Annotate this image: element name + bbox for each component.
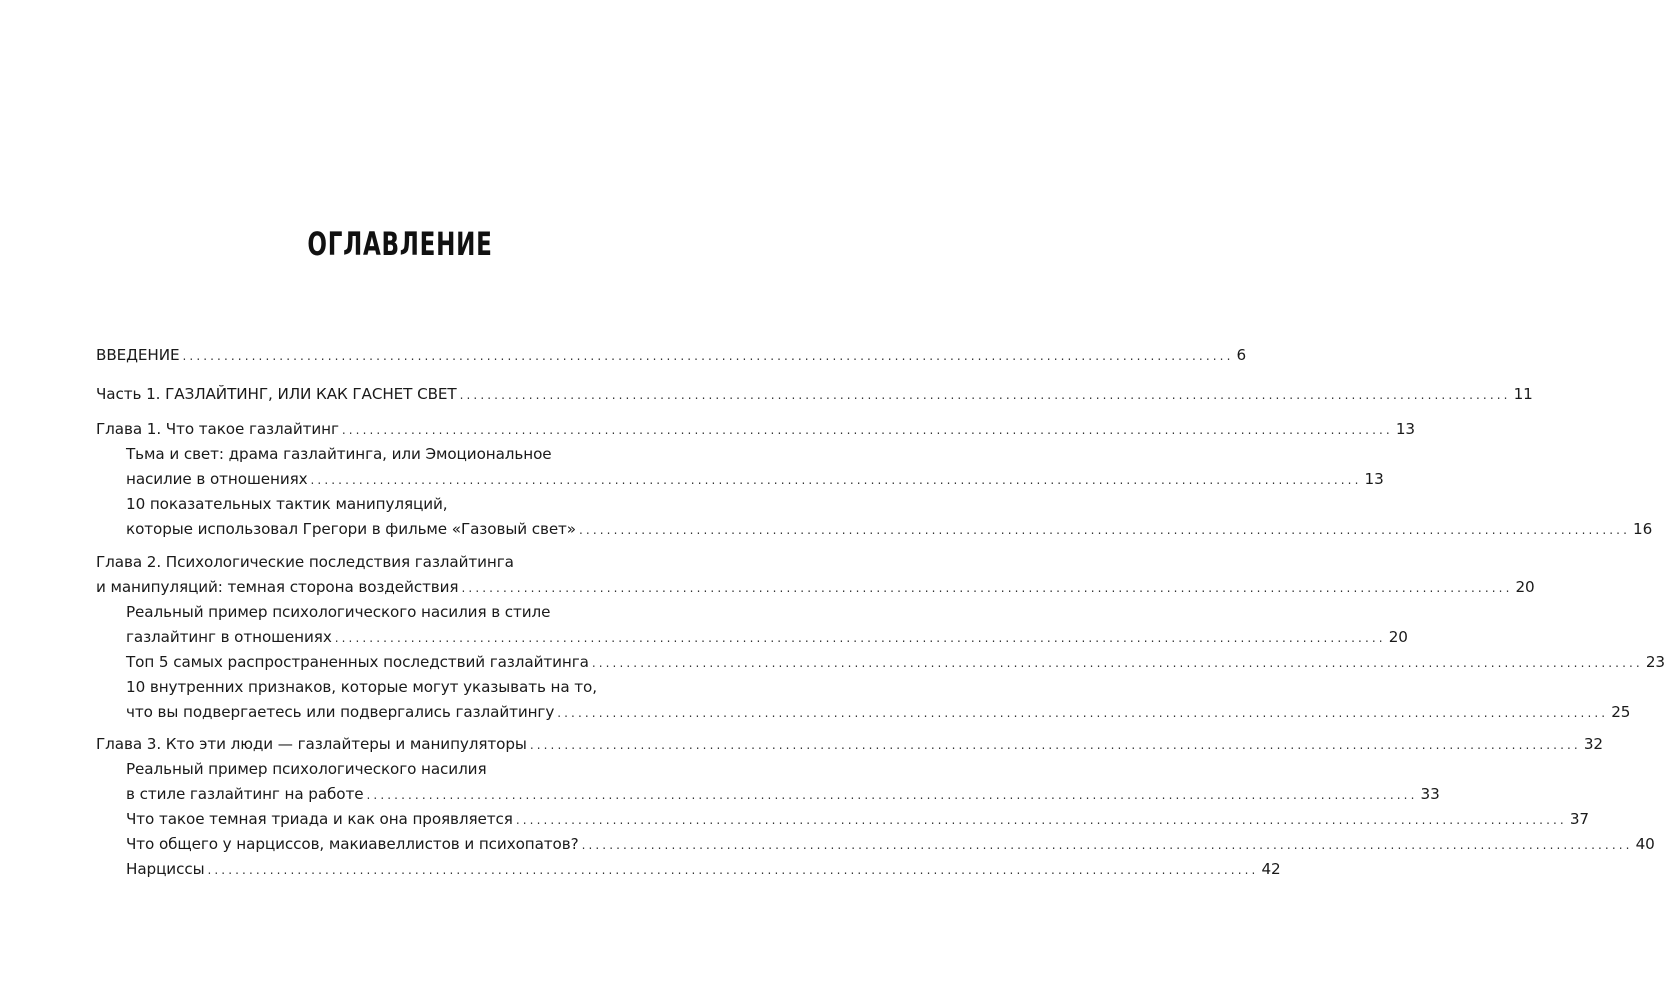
toc-entry-title-line: насилие в отношениях — [126, 470, 308, 488]
dot-leader: ........................................................................................................................................................ — [459, 388, 1511, 402]
toc-page-number: 40 — [1635, 835, 1655, 853]
toc-page-number: 20 — [1515, 578, 1535, 596]
dot-leader: ........................................................................................................................................................ — [581, 838, 1633, 852]
dot-leader: ........................................................................................................................................................ — [591, 656, 1643, 670]
dot-leader: ........................................................................................................................................................ — [461, 581, 1513, 595]
toc-entry-title-line: в стиле газлайтинг на работе — [126, 785, 364, 803]
toc-entry-section[interactable] — [96, 832, 1655, 857]
toc-page-number: 25 — [1611, 703, 1631, 721]
toc-page-number: 16 — [1633, 520, 1653, 538]
toc-entry-title: Часть 1. ГАЗЛАЙТИНГ, ИЛИ КАК ГАСНЕТ СВЕТ — [96, 385, 457, 403]
toc-page-number: 6 — [1236, 346, 1247, 364]
toc-entry-chapter-1[interactable] — [96, 417, 1415, 442]
toc-page-number: 23 — [1645, 653, 1665, 671]
toc-entry-title: Глава 1. Что такое газлайтинг — [96, 420, 339, 438]
toc-entry-section[interactable] — [96, 442, 1384, 492]
toc-entry-section[interactable] — [96, 492, 1653, 542]
toc-entry-title-line: что вы подвергаетесь или подвергались газлайтингу — [126, 703, 555, 721]
toc-entry-section[interactable] — [96, 857, 1281, 882]
toc-entry-section[interactable] — [96, 675, 1631, 725]
table-of-contents — [96, 340, 1665, 882]
toc-page-number: 42 — [1261, 860, 1281, 878]
toc-entry-title-line: Тьма и свет: драма газлайтинга, или Эмоциональное — [126, 445, 552, 463]
toc-entry-title-line: газлайтинг в отношениях — [126, 628, 332, 646]
toc-entry-title: Что такое темная триада и как она проявляется — [126, 810, 513, 828]
dot-leader: ........................................................................................................................................................ — [310, 473, 1362, 487]
dot-leader: ........................................................................................................................................................ — [182, 349, 1234, 363]
toc-entry-title: Топ 5 самых распространенных последствий газлайтинга — [126, 653, 589, 671]
toc-page-number: 32 — [1583, 735, 1603, 753]
toc-entry-title-line: 10 показательных тактик манипуляций, — [126, 495, 448, 513]
toc-page-number: 13 — [1395, 420, 1415, 438]
dot-leader: ........................................................................................................................................................ — [515, 813, 1567, 827]
toc-entry-title: Нарциссы — [126, 860, 205, 878]
toc-entry-title-line: и манипуляций: темная сторона воздействия — [96, 578, 459, 596]
dot-leader: ........................................................................................................................................................ — [366, 788, 1418, 802]
dot-leader: ........................................................................................................................................................ — [579, 523, 1630, 537]
toc-entry-section[interactable] — [96, 807, 1589, 832]
toc-entry-title-line: которые использовал Грегори в фильме «Газовый свет» — [126, 520, 576, 538]
dot-leader: ........................................................................................................................................................ — [341, 423, 1393, 437]
toc-entry-section[interactable] — [96, 757, 1440, 807]
toc-entry-title-line: 10 внутренних признаков, которые могут указывать на то, — [126, 678, 597, 696]
dot-leader: ........................................................................................................................................................ — [529, 738, 1581, 752]
dot-leader: ........................................................................................................................................................ — [557, 706, 1609, 720]
toc-page-number: 33 — [1420, 785, 1440, 803]
toc-entry-part-1[interactable] — [96, 382, 1533, 407]
toc-page-number: 37 — [1569, 810, 1589, 828]
toc-entry-introduction[interactable] — [96, 343, 1247, 368]
dot-leader: ........................................................................................................................................................ — [334, 631, 1386, 645]
toc-entry-title-line: Глава 2. Психологические последствия газлайтинга — [96, 553, 514, 571]
toc-entry-section[interactable] — [96, 650, 1665, 675]
toc-entry-chapter-2[interactable] — [96, 550, 1535, 600]
toc-entry-title: Глава 3. Кто эти люди — газлайтеры и манипуляторы — [96, 735, 527, 753]
toc-entry-chapter-3[interactable] — [96, 732, 1603, 757]
toc-page-number: 13 — [1364, 470, 1384, 488]
toc-entry-title-line: Реальный пример психологического насилия в стиле — [126, 603, 551, 621]
toc-page-number: 20 — [1388, 628, 1408, 646]
toc-entry-title-line: Реальный пример психологического насилия — [126, 760, 487, 778]
toc-entry-section[interactable] — [96, 600, 1408, 650]
toc-entry-title: Что общего у нарциссов, макиавеллистов и психопатов? — [126, 835, 579, 853]
page-title: ОГЛАВЛЕНИЕ — [307, 225, 493, 263]
toc-entry-title: ВВЕДЕНИЕ — [96, 346, 180, 364]
toc-page-number: 11 — [1513, 385, 1533, 403]
dot-leader: ........................................................................................................................................................ — [207, 863, 1259, 877]
